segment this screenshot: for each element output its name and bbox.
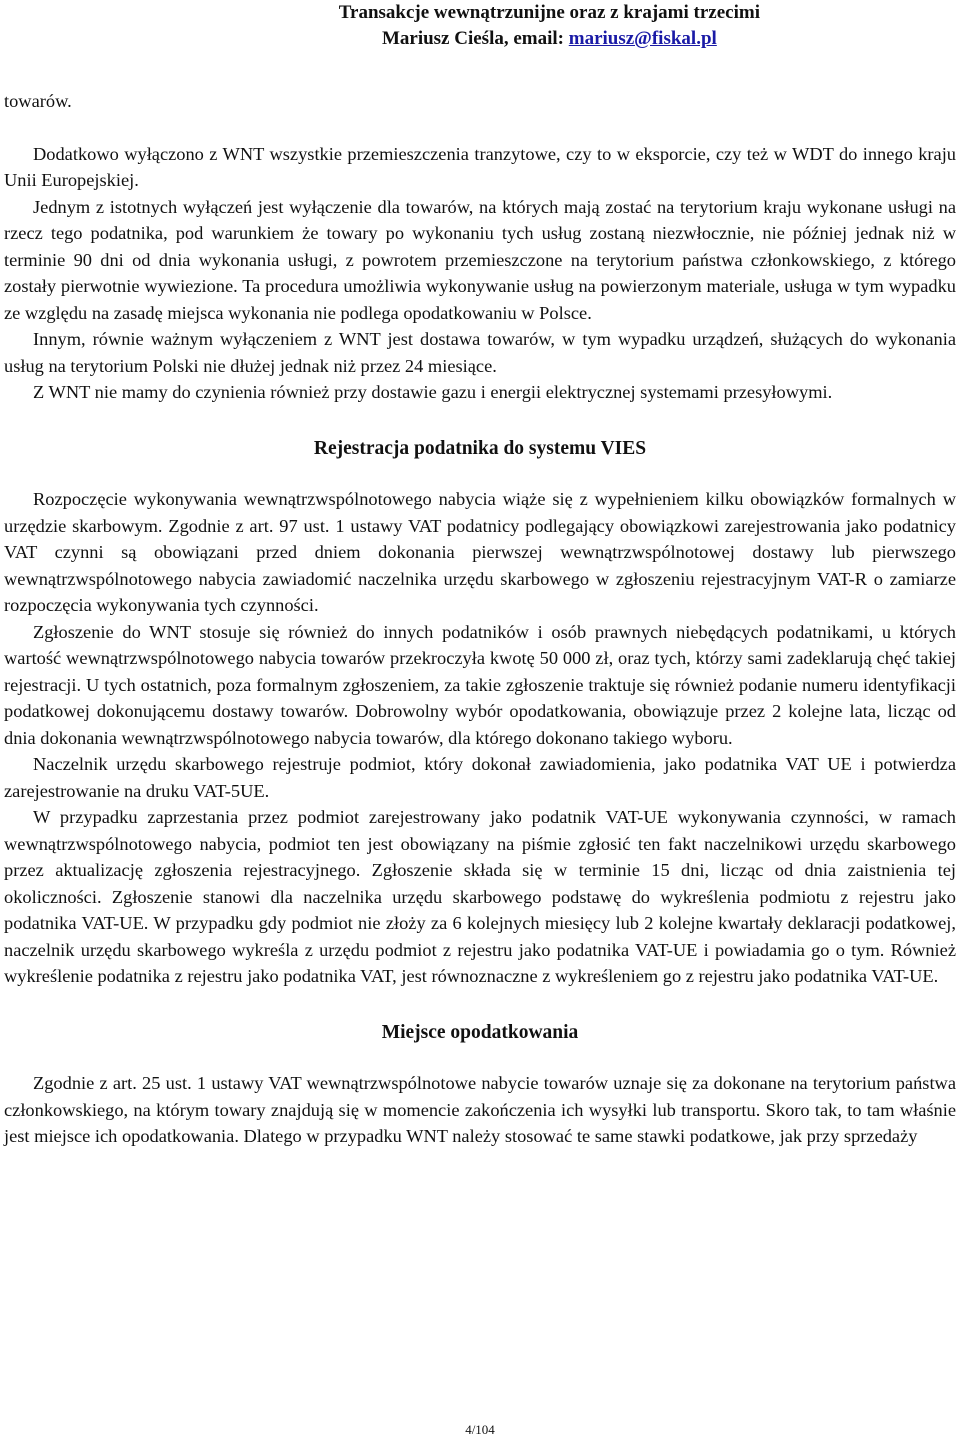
paragraph: Rozpoczęcie wykonywania wewnątrzwspólnotowego nabycia wiąże się z wypełnieniem kilku obowiązków formalnych w urzędzie skarbowym. Zgodnie z art. 97 ust. 1 ustawy VAT podatnicy podlegający obowiązkowi zarejestrowania jako podatnicy VAT czynni są obowiązani przed dniem dokonania pierwszej wewnątrzwspólnotowej dostawy lub pierwszego wewnątrzwspólnotowego nabycia zawiadomić naczelnika urzędu skarbowego w zgłoszeniu rejestracyjnym VAT-R o zamiarze rozpoczęcia wykonywania tych czynności.	[4, 489, 956, 615]
author-email-link[interactable]: mariusz@fiskal.pl	[568, 28, 717, 49]
paragraph-continuation: towarów.	[4, 91, 72, 111]
spacer	[4, 115, 956, 141]
spacer	[4, 990, 956, 1020]
page-number: 4/104	[465, 1422, 495, 1437]
paragraph: Naczelnik urzędu skarbowego rejestruje podmiot, który dokonał zawiadomienia, jako podatnika VAT UE i potwierdza zarejestrowanie na druku VAT-5UE.	[4, 754, 956, 801]
section-heading-vies: Rejestracja podatnika do systemu VIES	[313, 437, 647, 459]
paragraph: Jednym z istotnych wyłączeń jest wyłączenie dla towarów, na których mają zostać na terytorium kraju wykonane usługi na rzecz tego podatnika, pod warunkiem że towary po wykonaniu tych usług zostaną niezwłocznie, nie później jednak niż w terminie 90 dni od dnia wykonania usługi, z powrotem przemieszczone na terytorium państwa członkowskiego, z którego zostały pierwotnie wywiezione. Ta procedura umożliwia wykonywanie usług na powierzonym materiale, usługa w tym wypadku ze względu na zasadę miejsca wykonania nie podlega opodatkowaniu w Polsce.	[4, 196, 956, 323]
author-name: Mariusz Cieśla, email:	[381, 28, 564, 49]
spacer	[4, 462, 956, 486]
paragraph: Zgodnie z art. 25 ust. 1 ustawy VAT wewnątrzwspólnotowe nabycie towarów uznaje się za dokonane na terytorium państwa członkowskiego, na którym towary znajdują się w momencie zakończenia ich wysyłki lub transportu. Skoro tak, to tam właśnie jest miejsce ich opodatkowania. Dlatego w przypadku WNT należy stosować te same stawki podatkowe, jak przy sprzedaży	[4, 1073, 956, 1146]
paragraph: Z WNT nie mamy do czynienia również przy dostawie gazu i energii elektrycznej systemami przesyłowymi.	[33, 382, 833, 402]
paragraph: W przypadku zaprzestania przez podmiot zarejestrowany jako podatnik VAT-UE wykonywania czynności, w ramach wewnątrzwspólnotowego nabycia, podmiot ten jest obowiązany na piśmie zgłosić ten fakt naczelnikowi urzędu skarbowego przez aktualizację zgłoszenia rejestracyjnego. Zgłoszenie składa się w terminie 15 dni, licząc od dnia zaistnienia tej okoliczności. Zgłoszenie stanowi dla naczelnika urzędu skarbowego podstawę do wykreślenia podmiotu z rejestru jako podatnika VAT-UE. W przypadku gdy podmiot nie złoży za 6 kolejnych miesięcy lub 2 kolejne kwartały deklaracji podatkowej, naczelnik urzędu skarbowego wykreśla z urzędu podmiot z rejestru jako podatnika VAT-UE i powiadamia go o tym. Również wykreślenie podatnika z rejestru jako podatnika VAT, jest równoznaczne z wykreśleniem go z rejestru jako podatnika VAT-UE.	[4, 807, 956, 986]
spacer	[4, 1046, 956, 1070]
paragraph: Dodatkowo wyłączono z WNT wszystkie przemieszczenia tranzytowe, czy to w eksporcie, czy też w WDT do innego kraju Unii Europejskiej.	[4, 143, 956, 190]
author-line	[339, 26, 760, 52]
document-body	[4, 88, 956, 1150]
document-title: Transakcje wewnątrzunijne oraz z krajami trzecimi	[338, 2, 760, 23]
spacer	[4, 406, 956, 436]
paragraph: Innym, równie ważnym wyłączeniem z WNT jest dostawa towarów, w tym wypadku urządzeń, służących do wykonania usług na terytorium Polski nie dłużej jednak niż przez 24 miesiące.	[4, 329, 956, 376]
page-header	[339, 0, 760, 52]
section-heading-place-of-taxation: Miejsce opodatkowania	[381, 1021, 579, 1043]
paragraph: Zgłoszenie do WNT stosuje się również do innych podatników i osób prawnych niebędących podatnikami, u których wartość wewnątrzwspólnotowego nabycia towarów przekroczyła kwotę 50 000 zł, oraz tych, którzy sami zadeklarują chęć takiej rejestracji. U tych ostatnich, poza formalnym zgłoszeniem, za takie zgłoszenie traktuje się również podanie numeru identyfikacji podatkowej dokonującemu dostawy towarów. Dobrowolny wybór opodatkowania, obowiązuje przez 2 kolejne lata, licząc od dnia dokonania wewnątrzwspólnotowego nabycia towarów, dla którego dokonano takiego wyboru.	[4, 621, 956, 748]
